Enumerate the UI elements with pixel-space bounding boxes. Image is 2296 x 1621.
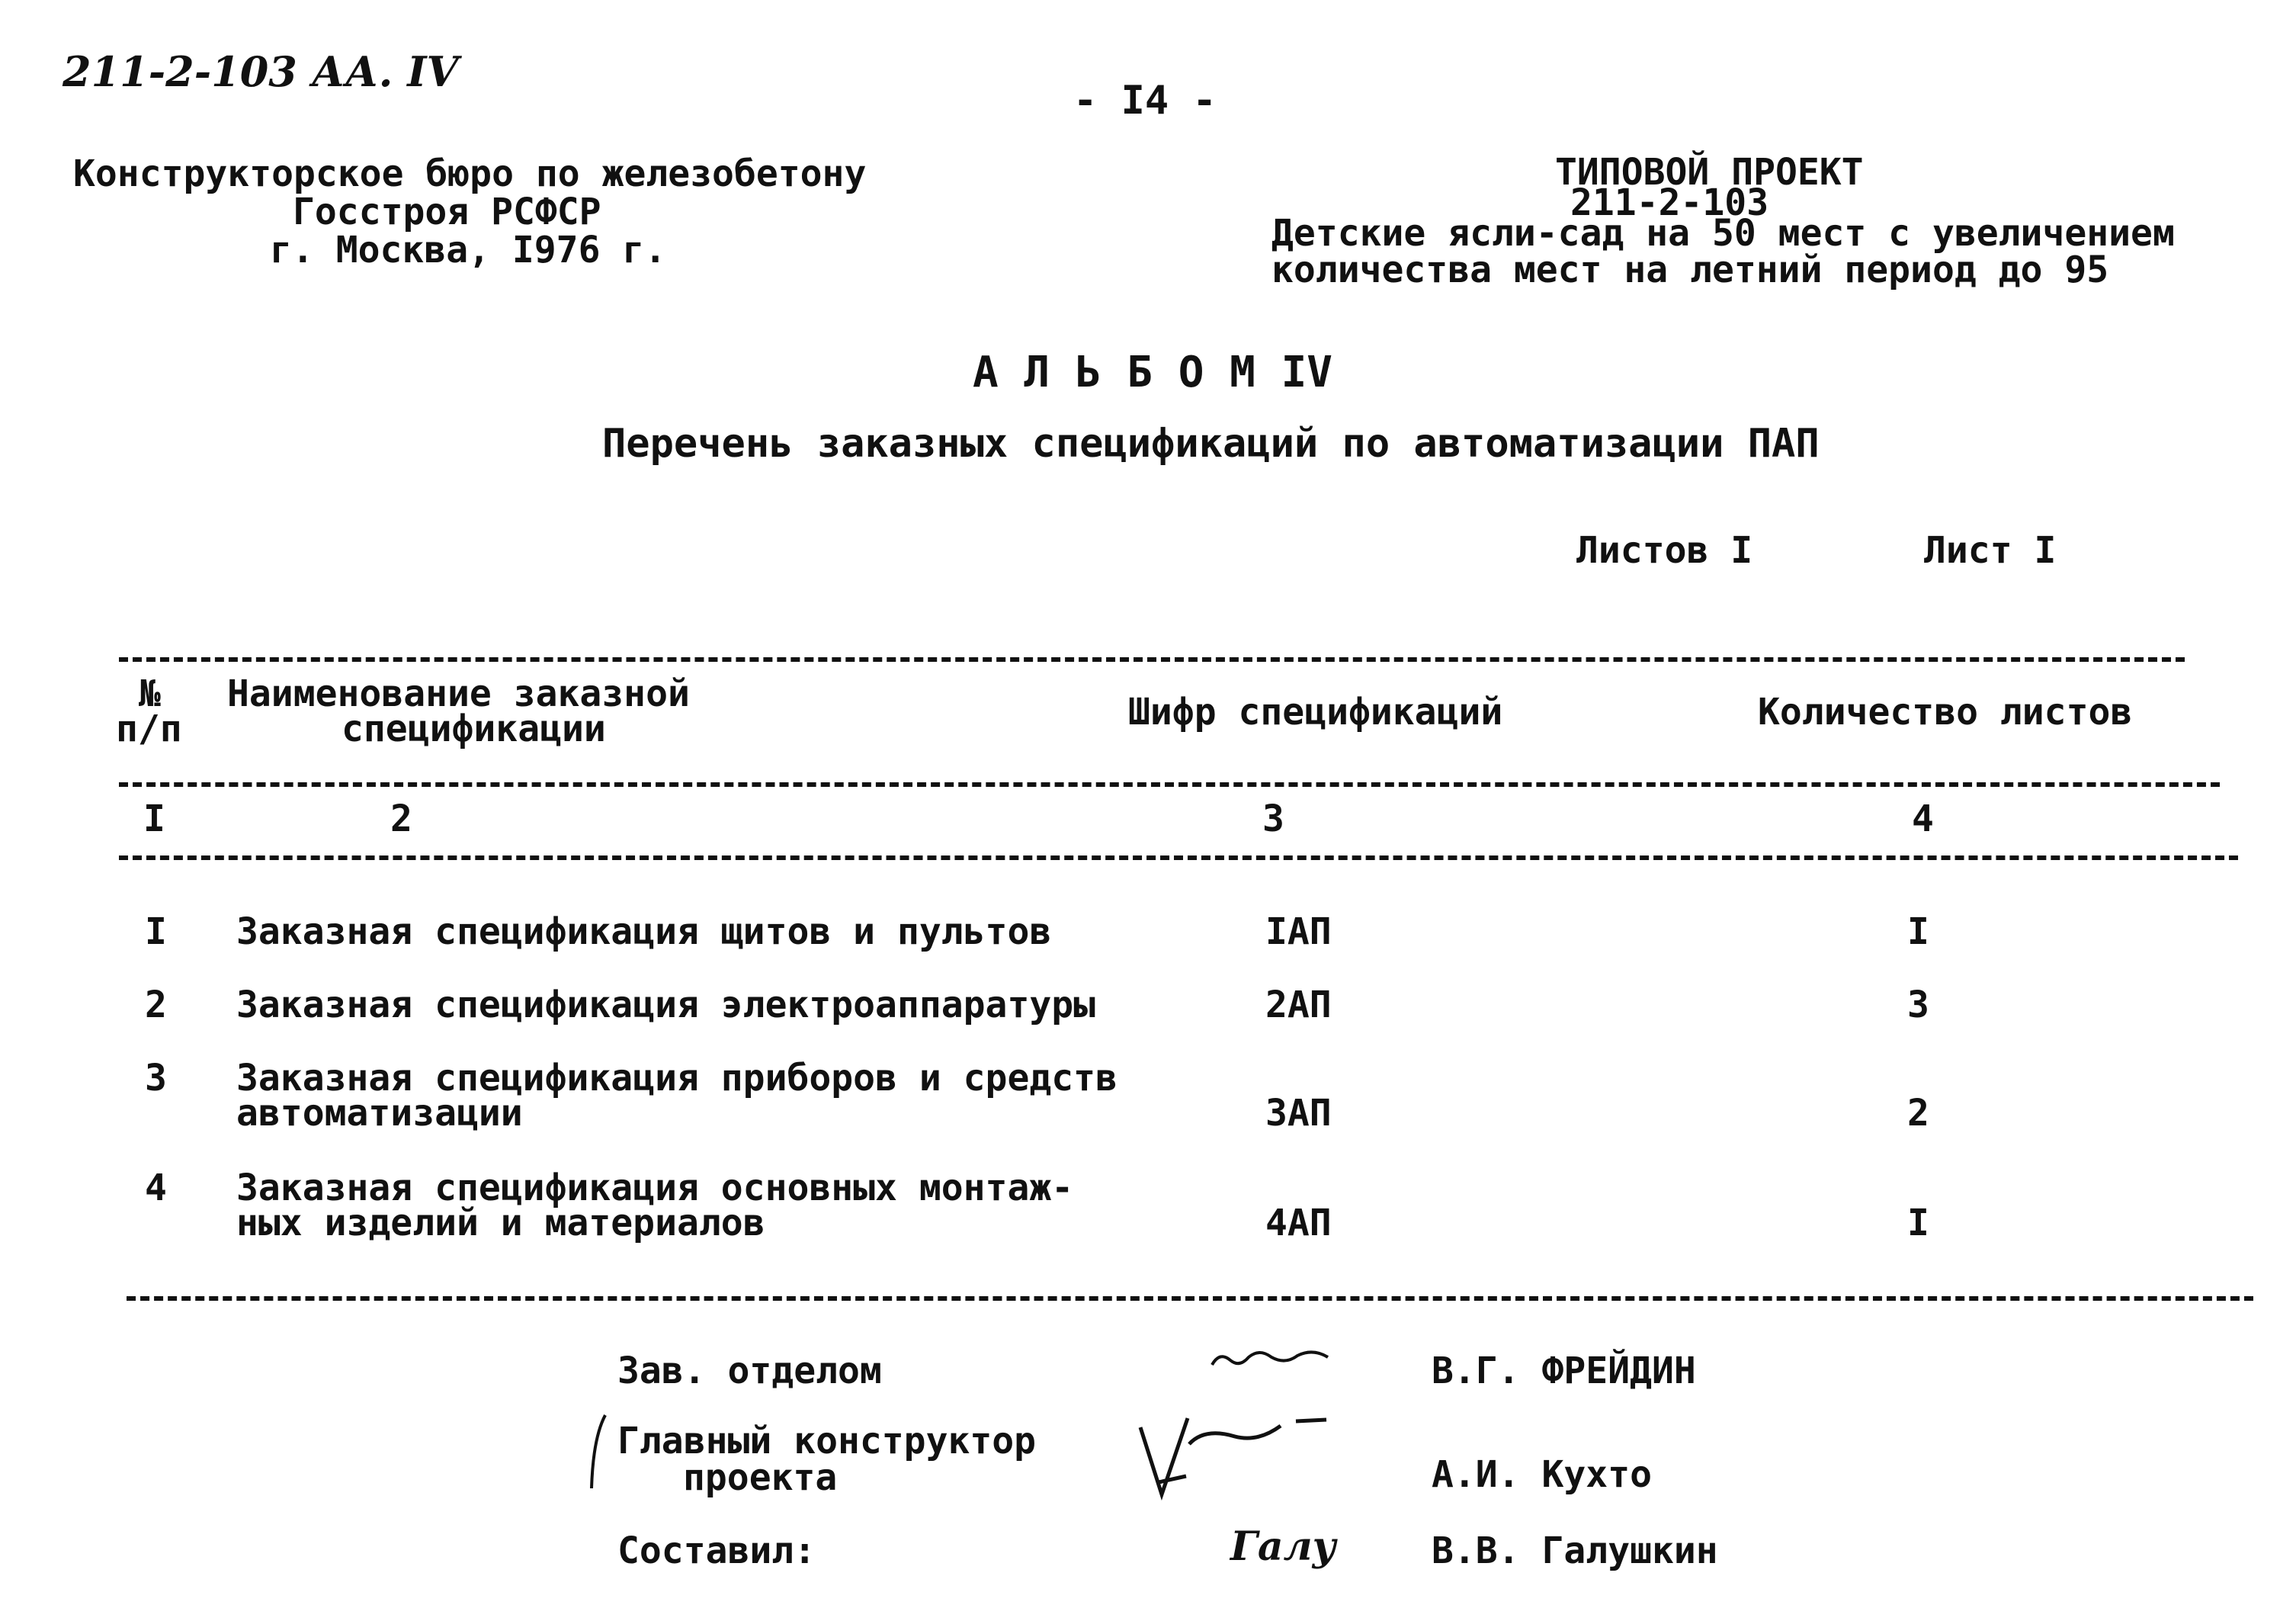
header-num-line1: № [139,672,161,715]
project-title-line1: Детские ясли-сад на 50 мест с увеличением [1271,212,2175,255]
column-number: 4 [1912,798,1934,840]
album-title: А Л Ь Б О М IV [973,348,1333,397]
header-count: Количество листов [1758,691,2133,733]
column-number: 2 [390,798,412,840]
table-rule-header [119,782,2220,787]
row-code: 2АП [1265,984,1332,1026]
organization-line1: Конструкторское бюро по железобетону [73,152,867,195]
organization-line2: Госстроя РСФСР [293,191,601,233]
project-number: 211-2-103 [1570,181,1769,224]
header-name-line2: спецификации [342,708,606,750]
page-number: - I4 - [1073,78,1217,124]
head-of-department-label: Зав. отделом [617,1350,882,1392]
table-rule-numbers [119,855,2238,860]
row-number: 2 [145,984,167,1026]
header-name-line1: Наименование заказной [227,672,690,715]
chief-designer-label-line2: проекта [683,1456,838,1499]
header-code: Шифр спецификаций [1128,691,1503,733]
head-signature [1204,1336,1387,1382]
column-number: 3 [1262,798,1284,840]
row-number: I [145,910,167,953]
handwritten-reference: 211-2-103 АА. IV [63,47,459,96]
compiler-name: В.В. Галушкин [1432,1530,1718,1572]
sheets-total: Листов I [1576,529,1753,572]
row-number: 3 [145,1057,167,1099]
sheet-current: Лист I [1924,529,2057,572]
row-name-line2: автоматизации [236,1092,523,1135]
row-code: IАП [1265,910,1332,953]
subtitle: Перечень заказных спецификаций по автоматизации ПАП [602,421,1820,467]
table-rule-bottom [127,1296,2253,1301]
chief-designer-name: А.И. Кухто [1432,1453,1652,1496]
header-num-line2: п/п [116,708,182,750]
compiler-label: Составил: [617,1530,816,1572]
row-name-line1: Заказная спецификация основных монтаж- [236,1167,1074,1209]
table-rule-top [119,657,2185,662]
chief-designer-label-line1: Главный конструктор [617,1420,1037,1462]
row-name-line1: Заказная спецификация приборов и средств [236,1057,1118,1099]
row-count: 3 [1907,984,1929,1026]
row-name-line2: ных изделий и материалов [236,1202,765,1244]
row-name: Заказная спецификация электроаппаратуры [236,984,1096,1026]
project-title-line2: количества мест на летний период до 95 [1271,249,2109,291]
row-code: 4АП [1265,1202,1332,1244]
organization-line3: г. Москва, I976 г. [270,229,667,271]
row-count: 2 [1907,1092,1929,1135]
compiler-signature: Галу [1230,1523,1336,1570]
project-type: ТИПОВОЙ ПРОЕКТ [1555,151,1864,194]
row-count: I [1907,910,1929,953]
column-number: I [143,798,165,840]
row-number: 4 [145,1167,167,1209]
row-name: Заказная спецификация щитов и пультов [236,910,1052,953]
margin-mark [582,1409,613,1493]
row-count: I [1907,1202,1929,1244]
row-code: 3АП [1265,1092,1332,1135]
head-of-department-name: В.Г. ФРЕЙДИН [1432,1350,1696,1392]
chief-signature [1113,1409,1372,1508]
